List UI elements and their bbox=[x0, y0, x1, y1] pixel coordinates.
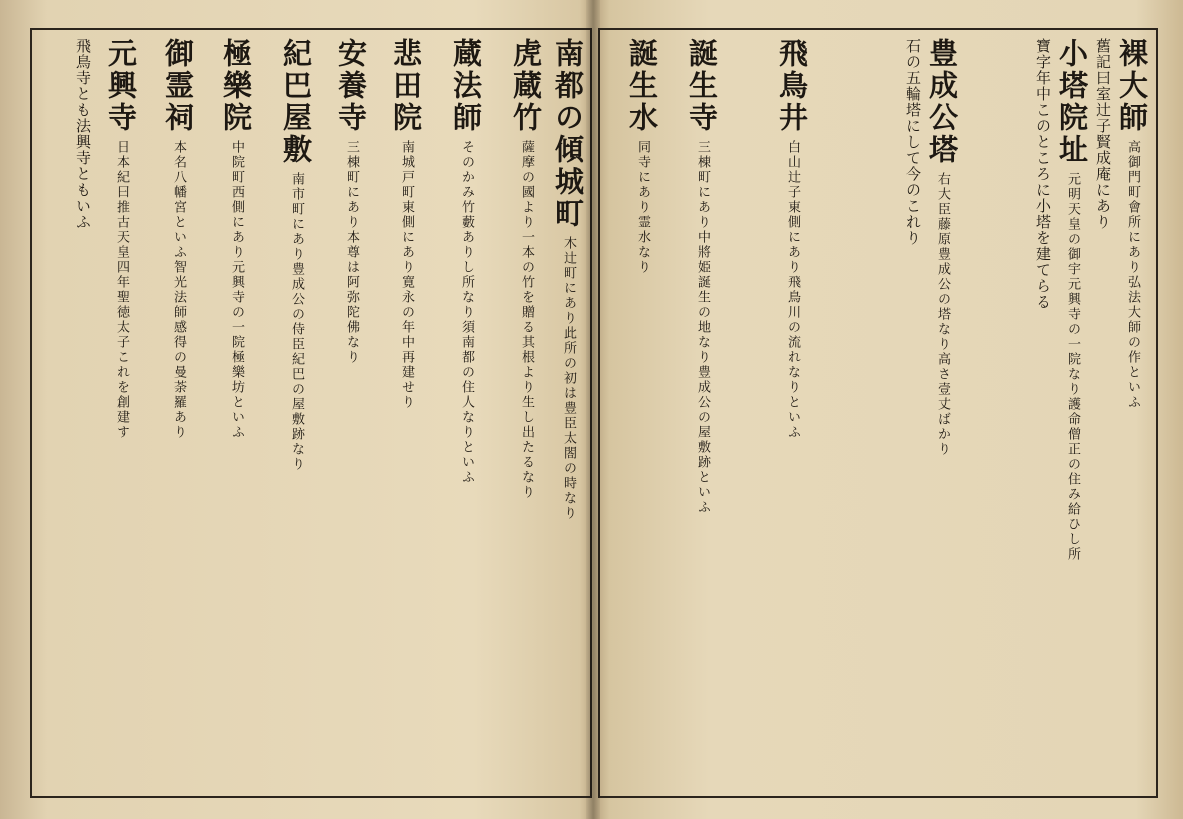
entry-col bbox=[104, 38, 138, 790]
entry-text: そのかみ竹藪ありし所なり須南都の住人なりといふ bbox=[459, 140, 474, 485]
entry-title: 小塔院址 bbox=[1055, 38, 1089, 166]
entry-title: 誕生寺 bbox=[685, 38, 719, 134]
entry-col bbox=[1115, 38, 1149, 790]
entry-text: 木辻町にあり此所の初は豊臣太閤の時なり bbox=[561, 236, 576, 521]
entry-col bbox=[685, 38, 719, 790]
left-page bbox=[30, 28, 592, 798]
entry-text: 日本紀曰推古天皇四年聖徳太子これを創建す bbox=[114, 140, 129, 440]
entry-col bbox=[219, 38, 253, 790]
entry-title: 南都の傾城町 bbox=[551, 38, 585, 230]
entry-title: 裸大師 bbox=[1115, 38, 1149, 134]
entry-text: 同寺にあり霊水なり bbox=[635, 140, 650, 275]
entry-title: 御霊祠 bbox=[161, 38, 195, 134]
entry-col bbox=[625, 38, 659, 790]
entry-text: 中院町西側にあり元興寺の一院極樂坊といふ bbox=[229, 140, 244, 440]
entry-text: 薩摩の國より一本の竹を贈る其根より生し出たるなり bbox=[519, 140, 534, 500]
entry-text: 元明天皇の御宇元興寺の一院なり護命僧正の住み給ひし所 bbox=[1065, 172, 1080, 562]
entry-col bbox=[279, 38, 313, 790]
entry-col bbox=[161, 38, 195, 790]
entry-title: 極樂院 bbox=[219, 38, 253, 134]
entry-title: 飛鳥井 bbox=[775, 38, 809, 134]
entry-text: 高御門町會所にあり弘法大師の作といふ bbox=[1125, 140, 1140, 410]
book-gutter bbox=[586, 0, 600, 819]
entry-col bbox=[1055, 38, 1089, 790]
entry-text: 右大臣藤原豊成公の塔なり高さ壹丈ばかり bbox=[935, 172, 950, 457]
entry-col bbox=[925, 38, 959, 790]
entry-text-col: 舊記曰室辻子賢成庵にあり bbox=[1094, 38, 1112, 230]
entry-text: 本名八幡宮といふ智光法師感得の曼荼羅あり bbox=[171, 140, 186, 440]
entry-title: 紀巴屋敷 bbox=[279, 38, 313, 166]
entry-col bbox=[551, 38, 585, 790]
entry-text: 三棟町にあり中將姫誕生の地なり豊成公の屋敷跡といふ bbox=[695, 140, 710, 515]
entry-title: 安養寺 bbox=[334, 38, 368, 134]
entry-col bbox=[334, 38, 368, 790]
entry-title: 元興寺 bbox=[104, 38, 138, 134]
entry-title: 誕生水 bbox=[625, 38, 659, 134]
entry-text-col: 寶字年中このところに小塔を建てらる bbox=[1034, 38, 1052, 310]
entry-col bbox=[775, 38, 809, 790]
entry-title: 悲田院 bbox=[389, 38, 423, 134]
entry-text: 三棟町にあり本尊は阿弥陀佛なり bbox=[344, 140, 359, 365]
entry-text-col: 石の五輪塔にして今のこれり bbox=[904, 38, 922, 246]
entry-col bbox=[509, 38, 543, 790]
entry-text: 南市町にあり豊成公の侍臣紀巴の屋敷跡なり bbox=[289, 172, 304, 472]
entry-col bbox=[449, 38, 483, 790]
entry-text: 南城戸町東側にあり寛永の年中再建せり bbox=[399, 140, 414, 410]
entry-title: 蔵法師 bbox=[449, 38, 483, 134]
entry-text-col: 飛鳥寺とも法興寺ともいふ bbox=[74, 38, 92, 230]
entry-col bbox=[389, 38, 423, 790]
right-page bbox=[598, 28, 1158, 798]
entry-title: 虎蔵竹 bbox=[509, 38, 543, 134]
entry-text: 白山辻子東側にあり飛鳥川の流れなりといふ bbox=[785, 140, 800, 440]
entry-title: 豊成公塔 bbox=[925, 38, 959, 166]
